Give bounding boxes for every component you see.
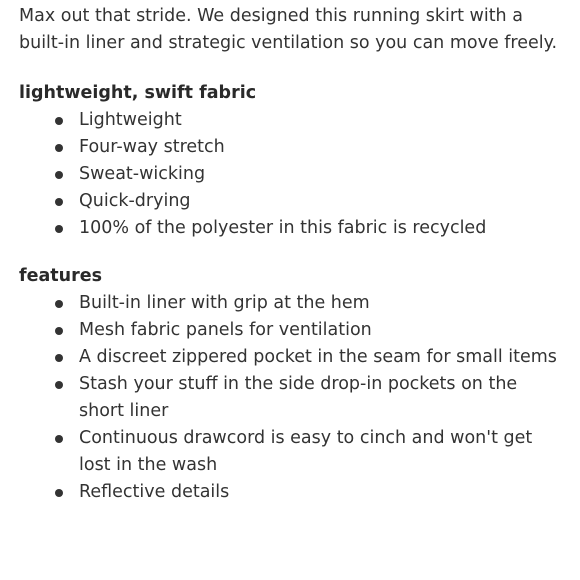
fabric-section bbox=[19, 80, 562, 242]
bullet-icon bbox=[55, 489, 63, 497]
list-item bbox=[79, 134, 562, 161]
list-item bbox=[79, 290, 562, 317]
bullet-icon bbox=[55, 327, 63, 335]
intro-paragraph: Max out that stride. We designed this running skirt with a built-in liner and strategic ventilation so you can move freely. bbox=[19, 6, 558, 53]
features-section bbox=[19, 263, 562, 506]
list-item bbox=[79, 371, 562, 425]
bullet-icon bbox=[55, 144, 63, 152]
list-item bbox=[79, 107, 562, 134]
bullet-icon bbox=[55, 300, 63, 308]
list-item bbox=[79, 161, 562, 188]
bullet-icon bbox=[55, 117, 63, 125]
list-item-text: Built-in liner with grip at the hem bbox=[79, 293, 370, 313]
list-item-text: Four-way stretch bbox=[79, 137, 225, 157]
list-item bbox=[79, 344, 562, 371]
list-item bbox=[79, 317, 562, 344]
bullet-icon bbox=[55, 354, 63, 362]
section-heading-features: features bbox=[19, 266, 103, 286]
list-item-text: 100% of the polyester in this fabric is recycled bbox=[79, 218, 487, 238]
list-item-text: Quick-drying bbox=[79, 191, 191, 211]
list-item bbox=[79, 425, 562, 479]
bullet-icon bbox=[55, 198, 63, 206]
list-item-text: Stash your stuff in the side drop-in pockets on the short liner bbox=[79, 374, 518, 421]
section-heading-fabric: lightweight, swift fabric bbox=[19, 83, 257, 103]
bullet-icon bbox=[55, 171, 63, 179]
list-item-text: Continuous drawcord is easy to cinch and won't get lost in the wash bbox=[79, 428, 533, 475]
fabric-list bbox=[19, 107, 562, 242]
list-item-text: Mesh fabric panels for ventilation bbox=[79, 320, 372, 340]
bullet-icon bbox=[55, 225, 63, 233]
bullet-icon bbox=[55, 435, 63, 443]
list-item-text: Reflective details bbox=[79, 482, 230, 502]
bullet-icon bbox=[55, 381, 63, 389]
list-item bbox=[79, 215, 562, 242]
list-item bbox=[79, 188, 562, 215]
features-list bbox=[19, 290, 562, 506]
list-item-text: Lightweight bbox=[79, 110, 182, 130]
list-item-text: Sweat-wicking bbox=[79, 164, 206, 184]
list-item bbox=[79, 479, 562, 506]
list-item-text: A discreet zippered pocket in the seam for small items bbox=[79, 347, 557, 367]
